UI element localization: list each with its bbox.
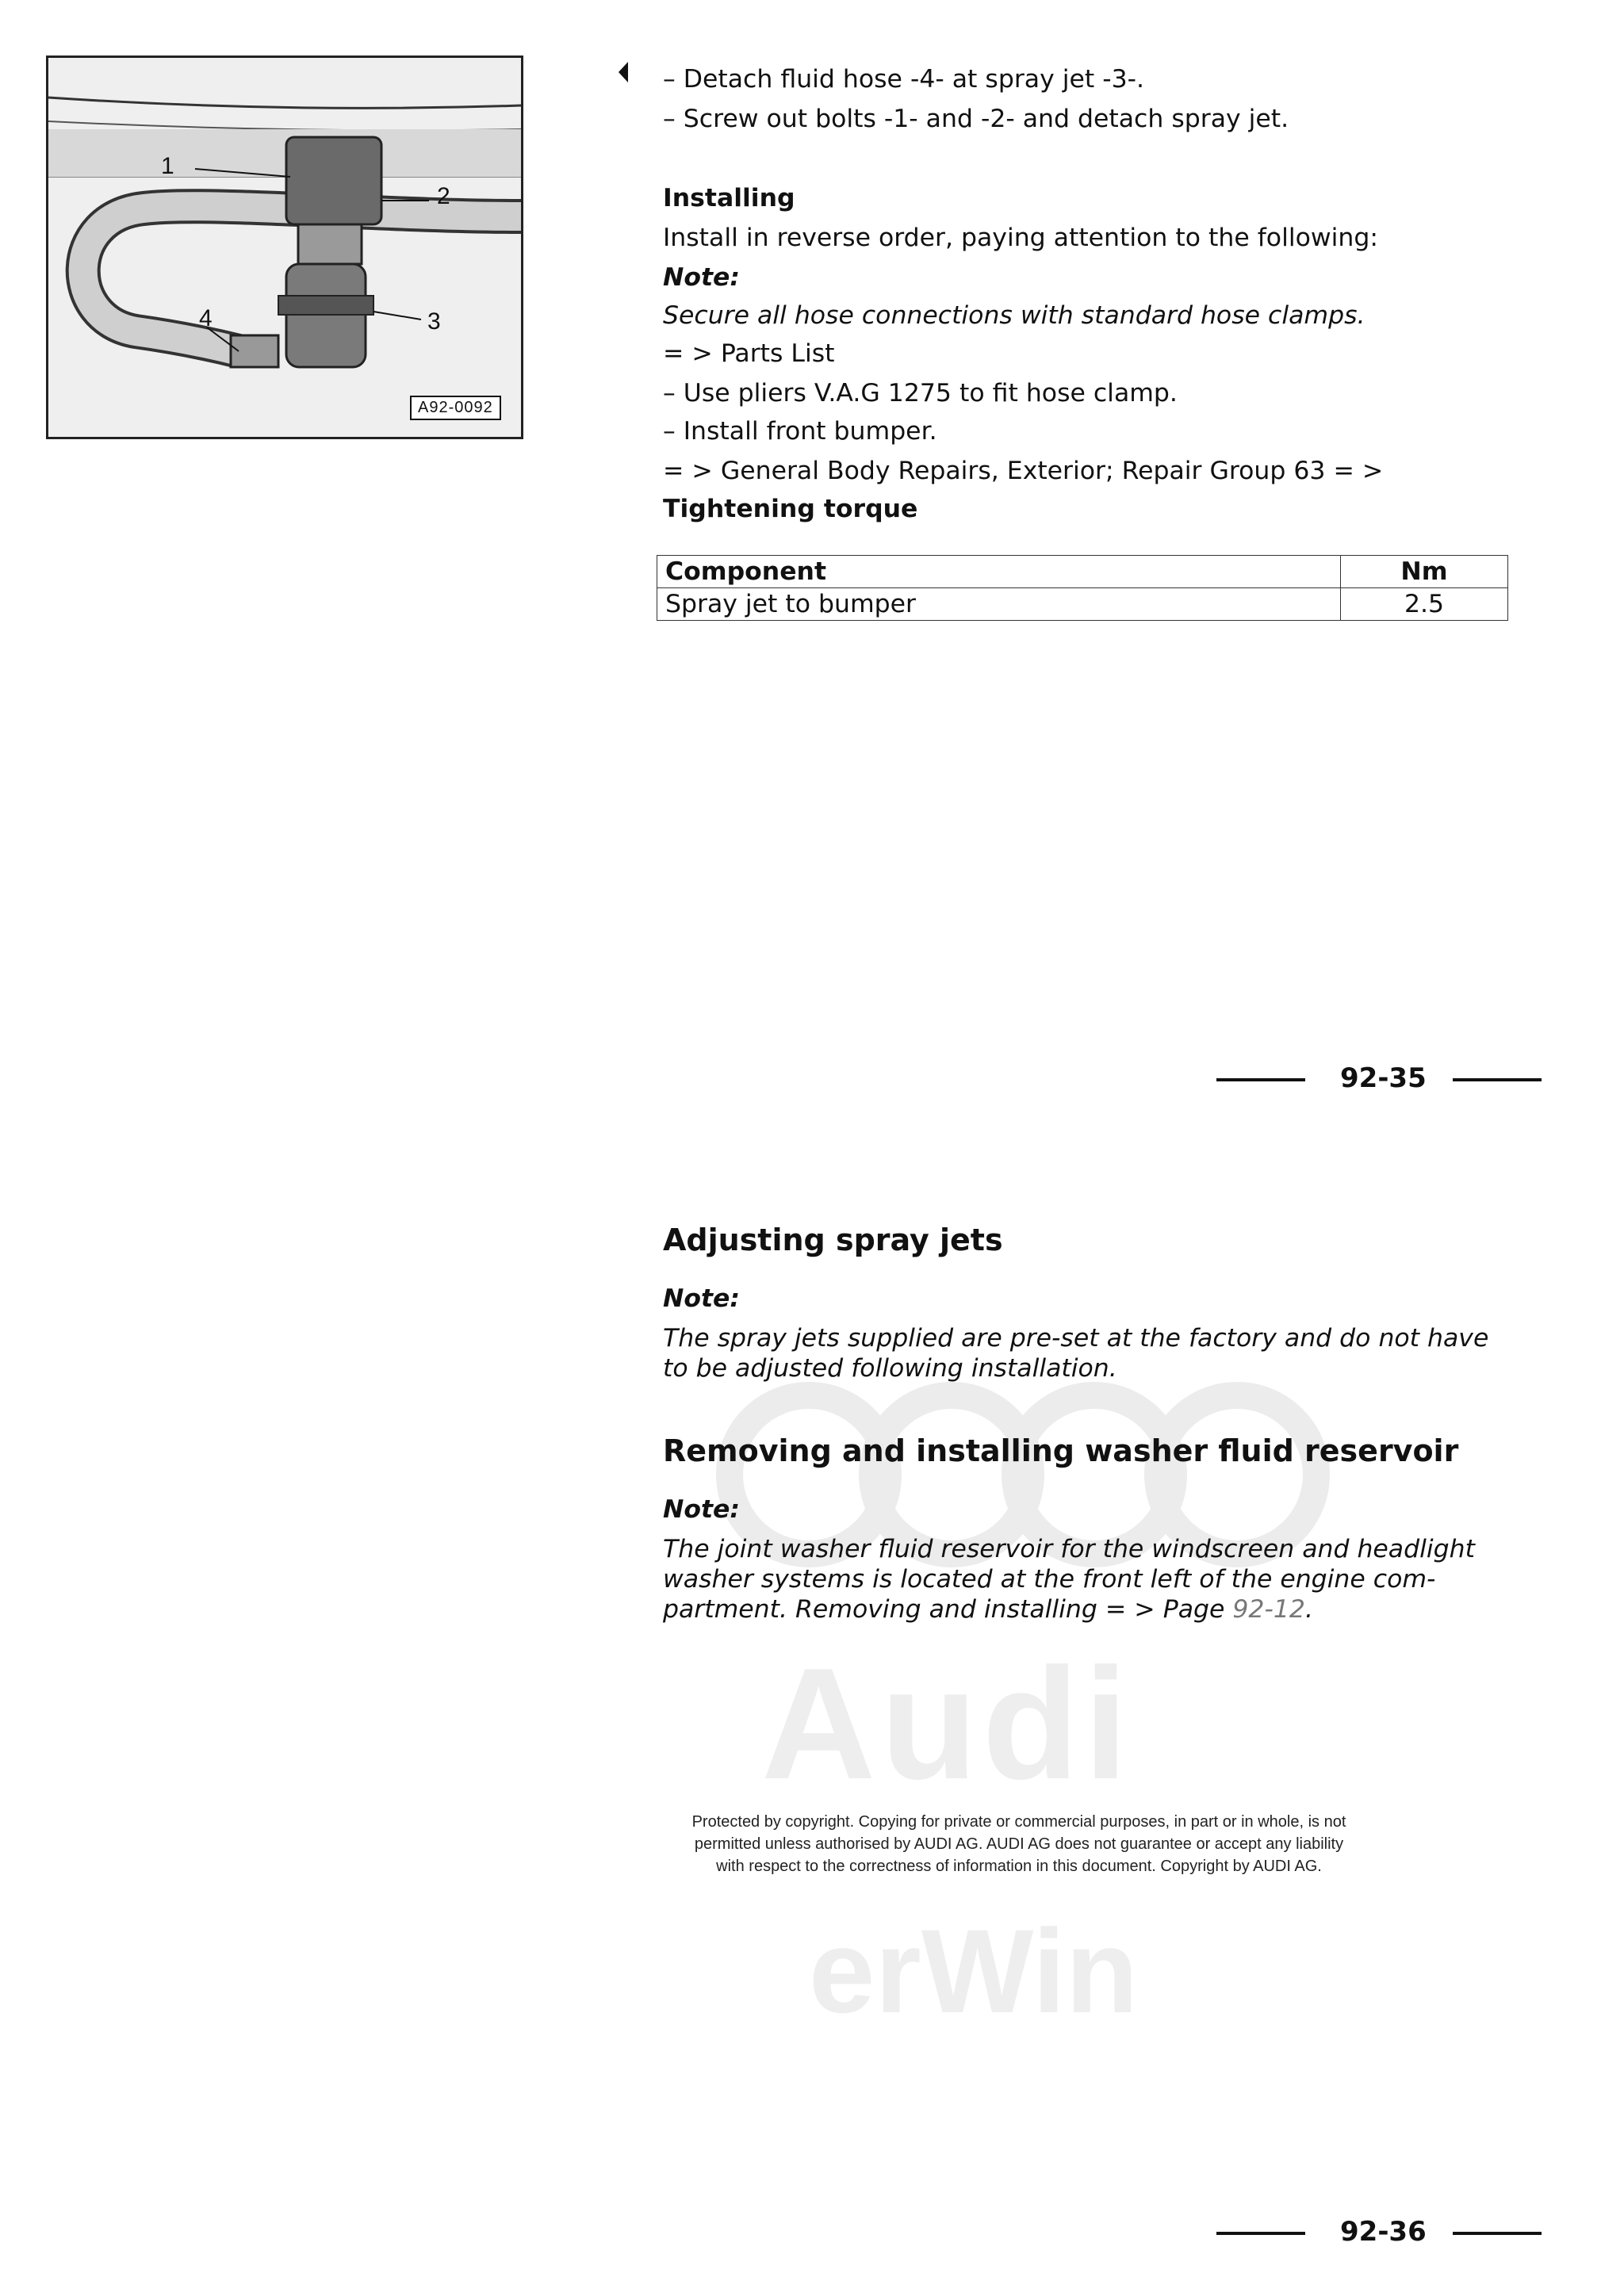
- figure-code: A92-0092: [410, 396, 501, 420]
- reservoir-note-line-3: [663, 1594, 1313, 1625]
- erwin-watermark: erWin: [809, 1904, 1139, 2038]
- callout-1: 1: [161, 153, 174, 179]
- reservoir-note-line-3-text: partment. Removing and installing = > Page: [663, 1595, 1233, 1624]
- page-number-rule-left: [1216, 1078, 1305, 1081]
- adjusting-spray-jets-heading: Adjusting spray jets: [663, 1223, 1003, 1257]
- page-number-rule-left-lower: [1216, 2232, 1305, 2235]
- copyright-line-3: with respect to the correctness of information in this document. Copyright by AUDI AG.: [716, 1858, 1322, 1875]
- general-body-repairs-link[interactable]: = > General Body Repairs, Exterior; Repair Group 63 = >: [663, 457, 1384, 485]
- callout-2: 2: [437, 183, 450, 209]
- parts-list-link[interactable]: = > Parts List: [663, 339, 835, 368]
- adjust-note-line-1: The spray jets supplied are pre-set at the factory and do not have: [663, 1324, 1489, 1353]
- callout-4: 4: [199, 305, 213, 331]
- spray-jet-illustration: [46, 55, 523, 439]
- table-row: [657, 588, 1508, 621]
- note-text: Secure all hose connections with standard hose clamps.: [663, 301, 1365, 330]
- copyright-line-1: Protected by copyright. Copying for private or commercial purposes, in part or in whole, is not: [691, 1813, 1346, 1831]
- bumper-step: – Install front bumper.: [663, 417, 937, 446]
- pliers-step: – Use pliers V.A.G 1275 to fit hose clamp.: [663, 379, 1178, 408]
- column-header-nm: Nm: [1341, 556, 1508, 588]
- adjust-note-line-2: to be adjusted following installation.: [663, 1354, 1117, 1383]
- step-screw-out-bolts: – Screw out bolts -1- and -2- and detach spray jet.: [663, 105, 1289, 133]
- torque-table: [657, 555, 1508, 621]
- reservoir-note-line-2: washer systems is located at the front left of the engine com-: [663, 1565, 1436, 1594]
- table-cell-nm: 2.5: [1341, 588, 1508, 621]
- page-number-rule-right-lower: [1453, 2232, 1542, 2235]
- adjust-note-label: Note:: [663, 1284, 741, 1313]
- page-number-upper: 92-35: [1340, 1062, 1427, 1094]
- page-92-12-link[interactable]: 92-12: [1232, 1595, 1305, 1624]
- table-header-row: [657, 556, 1508, 588]
- audi-brand-watermark: Audi: [761, 1636, 1133, 1812]
- page-number-lower: 92-36: [1340, 2216, 1427, 2248]
- page-number-rule-right: [1453, 1078, 1542, 1081]
- installing-heading: Installing: [663, 184, 795, 212]
- reservoir-note-label: Note:: [663, 1495, 741, 1524]
- table-cell-component: Spray jet to bumper: [657, 588, 1341, 621]
- install-intro: Install in reverse order, paying attention to the following:: [663, 224, 1378, 252]
- reservoir-heading: Removing and installing washer fluid reservoir: [663, 1433, 1459, 1468]
- copyright-line-2: permitted unless authorised by AUDI AG. AUDI AG does not guarantee or accept any liability: [694, 1835, 1344, 1853]
- back-arrow-icon: [619, 62, 628, 82]
- callout-3: 3: [427, 308, 441, 335]
- copyright-notice: [650, 1811, 1388, 1877]
- reservoir-note-line-1: The joint washer fluid reservoir for the windscreen and headlight: [663, 1535, 1475, 1563]
- reservoir-note-end: .: [1304, 1595, 1313, 1624]
- column-header-component: Component: [657, 556, 1341, 588]
- tightening-torque-heading: Tightening torque: [663, 495, 918, 523]
- step-detach-hose: – Detach fluid hose -4- at spray jet -3-.: [663, 65, 1145, 94]
- note-label: Note:: [663, 263, 741, 292]
